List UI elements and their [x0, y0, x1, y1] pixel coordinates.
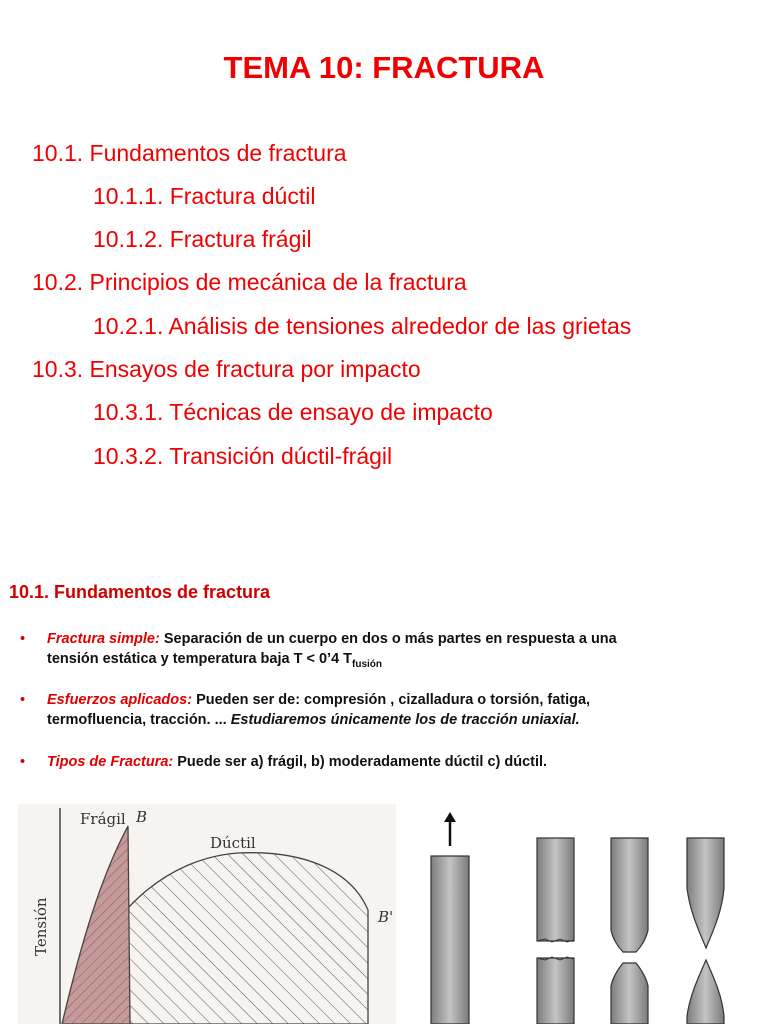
section-title: 10.1. Fundamentos de fractura: [9, 582, 271, 602]
specimen-brittle: [537, 838, 574, 1024]
y-axis-label: Tensión: [32, 897, 50, 956]
label-b-prime: B': [378, 908, 394, 926]
toc-item: 10.1.2. Fractura frágil: [93, 226, 312, 252]
toc-item: 10.1. Fundamentos de fractura: [32, 140, 347, 166]
specimen-moderately-ductile: [611, 838, 648, 1024]
bullet-subscript: fusión: [352, 659, 383, 670]
toc-item: 10.2.1. Análisis de tensiones alrededor de las grietas: [93, 313, 632, 339]
bullet-dot: •: [20, 692, 26, 708]
bullet-text: termofluencia, tracción. ...: [47, 712, 231, 728]
bullet-text: Pueden ser de: compresión , cizalladura o torsión, fatiga,: [192, 692, 591, 708]
toc-item: 10.3.1. Técnicas de ensayo de impacto: [93, 399, 493, 425]
label-ductil: Dúctil: [210, 834, 256, 852]
bullet-text: Separación de un cuerpo en dos o más partes en respuesta a una: [159, 631, 617, 647]
bullet-text-italic: Estudiaremos únicamente los de tracción uniaxial.: [230, 712, 580, 728]
specimen-unbroken: [431, 856, 469, 1024]
label-b: B: [136, 808, 148, 826]
tensile-arrow-icon: [444, 812, 456, 846]
bullet-term: Tipos de Fractura:: [47, 754, 174, 770]
label-fragil: Frágil: [80, 810, 126, 828]
bullet-term: Esfuerzos aplicados:: [47, 692, 193, 708]
specimen-ductile: [687, 838, 724, 1024]
bullet-dot: •: [20, 631, 26, 647]
toc-item: 10.3. Ensayos de fractura por impacto: [32, 356, 421, 382]
bullet-text: Puede ser a) frágil, b) moderadamente dúctil c) dúctil.: [173, 754, 548, 770]
toc-item: 10.1.1. Fractura dúctil: [93, 183, 316, 209]
bullet-dot: •: [20, 754, 26, 770]
page-title: TEMA 10: FRACTURA: [223, 50, 545, 85]
toc-item: 10.2. Principios de mecánica de la fractura: [32, 269, 467, 295]
bullet-text: tensión estática y temperatura baja T < 0’4 T: [47, 651, 353, 667]
fracture-figure: [0, 798, 768, 1024]
bullet-term: Fractura simple:: [47, 631, 160, 647]
toc-item: 10.3.2. Transición dúctil-frágil: [93, 443, 393, 469]
